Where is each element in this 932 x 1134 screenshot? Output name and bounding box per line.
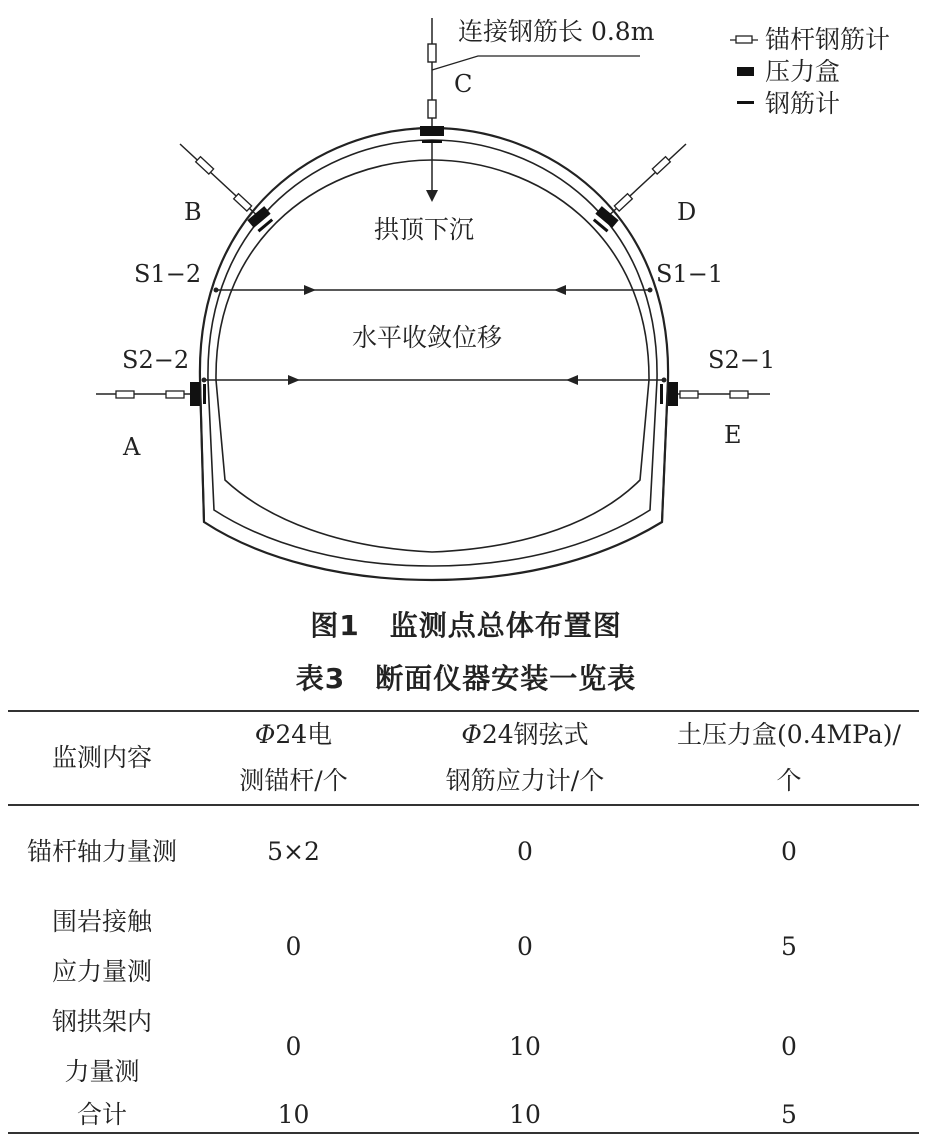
table-caption-number: 表3 — [295, 662, 346, 695]
connect-note-label: 连接钢筋长 0.8m — [458, 17, 655, 46]
table-header-row — [8, 711, 919, 805]
s1-2-label: S1−2 — [134, 260, 202, 288]
header-anchor-meter: Φ24电 测锚杆/个 — [239, 720, 348, 795]
s2-2-label: S2−2 — [122, 346, 190, 374]
row-value: 0 — [781, 1032, 797, 1061]
s1-1-label: S1−1 — [656, 260, 724, 288]
right-shoulder-anchor-meter-1 — [652, 157, 670, 174]
row-value: 0 — [285, 932, 302, 961]
crown-settlement-label: 拱顶下沉 — [374, 215, 475, 244]
right-sidewall-anchor-meter-2 — [730, 391, 748, 398]
table-row — [8, 997, 919, 1097]
table-row — [8, 805, 919, 897]
point-e-label: E — [724, 421, 742, 449]
crown-rebar-meter — [422, 140, 442, 143]
s2-left-point — [202, 378, 207, 383]
row-item: 围岩接触 应力量测 — [51, 907, 152, 986]
point-a-label: A — [123, 433, 141, 461]
row-value: 0 — [517, 932, 533, 961]
s2-right-point — [662, 378, 667, 383]
row-value: 5 — [781, 1099, 797, 1129]
s1-right-point — [648, 288, 653, 293]
right-sidewall-pressure-box — [668, 382, 678, 406]
row-item: 钢拱架内 力量测 — [51, 1007, 152, 1086]
row-value: 5×2 — [267, 836, 320, 866]
table-caption-title: 断面仪器安装一览表 — [375, 662, 637, 695]
instrument-installation-table — [8, 710, 919, 1134]
header-monitoring-item: 监测内容 — [51, 743, 152, 772]
left-shoulder-anchor-meter-1 — [196, 157, 214, 174]
left-sidewall-anchor-meter-1 — [116, 391, 134, 398]
figure-caption — [0, 604, 932, 644]
header-rebar-stress-meter: Φ24钢弦式 钢筋应力计/个 — [445, 720, 605, 795]
left-shoulder-anchor-meter-2 — [234, 194, 252, 211]
point-d-label: D — [677, 198, 697, 226]
row-item: 合计 — [76, 1099, 127, 1129]
s1-left-arrow — [304, 285, 316, 295]
row-value: 0 — [781, 836, 797, 866]
horizontal-convergence-label: 水平收敛位移 — [352, 323, 503, 352]
connect-note-leader — [432, 56, 640, 70]
s2-left-arrow — [288, 375, 300, 385]
legend — [730, 25, 890, 118]
table-row — [8, 897, 919, 997]
crown-anchor-meter-top — [428, 44, 436, 62]
s2-right-arrow — [566, 375, 578, 385]
row-value: 0 — [285, 1032, 302, 1061]
row-value: 10 — [277, 1099, 310, 1129]
row-item: 锚杆轴力量测 — [26, 836, 177, 866]
row-value: 0 — [517, 836, 533, 866]
figure-caption-number: 图1 — [310, 609, 360, 642]
row-value: 5 — [781, 932, 797, 961]
s1-left-point — [214, 288, 219, 293]
row-value: 10 — [509, 1032, 541, 1061]
legend-pressure-box-icon — [737, 67, 754, 76]
phi-symbol: Φ — [461, 720, 482, 749]
phi-symbol: Φ — [254, 720, 276, 749]
right-shoulder-anchor-meter-2 — [614, 194, 632, 211]
crown-pressure-box — [420, 126, 444, 136]
legend-rebar-meter-icon — [737, 101, 754, 104]
row-value: 10 — [509, 1099, 541, 1129]
right-sidewall-anchor-meter-1 — [680, 391, 698, 398]
s1-right-arrow — [554, 285, 566, 295]
left-sidewall-rebar-meter — [203, 384, 206, 404]
legend-pressure-box-label: 压力盒 — [765, 57, 841, 86]
table-caption — [0, 657, 932, 697]
point-c-label: C — [454, 70, 473, 98]
left-sidewall-anchor-meter-2 — [166, 391, 184, 398]
right-sidewall-rebar-meter — [660, 384, 663, 404]
header-earth-pressure-box: 土压力盒(0.4MPa)/ 个 — [677, 720, 901, 795]
legend-rebar-meter-label: 钢筋计 — [765, 89, 841, 118]
point-b-label: B — [184, 198, 202, 226]
tunnel-middle-lining — [208, 140, 657, 566]
legend-anchor-meter-label: 锚杆钢筋计 — [765, 25, 891, 54]
crown-anchor-meter-bottom — [428, 100, 436, 118]
s2-1-label: S2−1 — [708, 346, 776, 374]
legend-anchor-meter-icon — [736, 36, 752, 43]
crown-settlement-arrow — [426, 190, 438, 202]
table-row — [8, 1097, 919, 1133]
figure-caption-title: 监测点总体布置图 — [389, 609, 622, 642]
left-sidewall-pressure-box — [190, 382, 200, 406]
